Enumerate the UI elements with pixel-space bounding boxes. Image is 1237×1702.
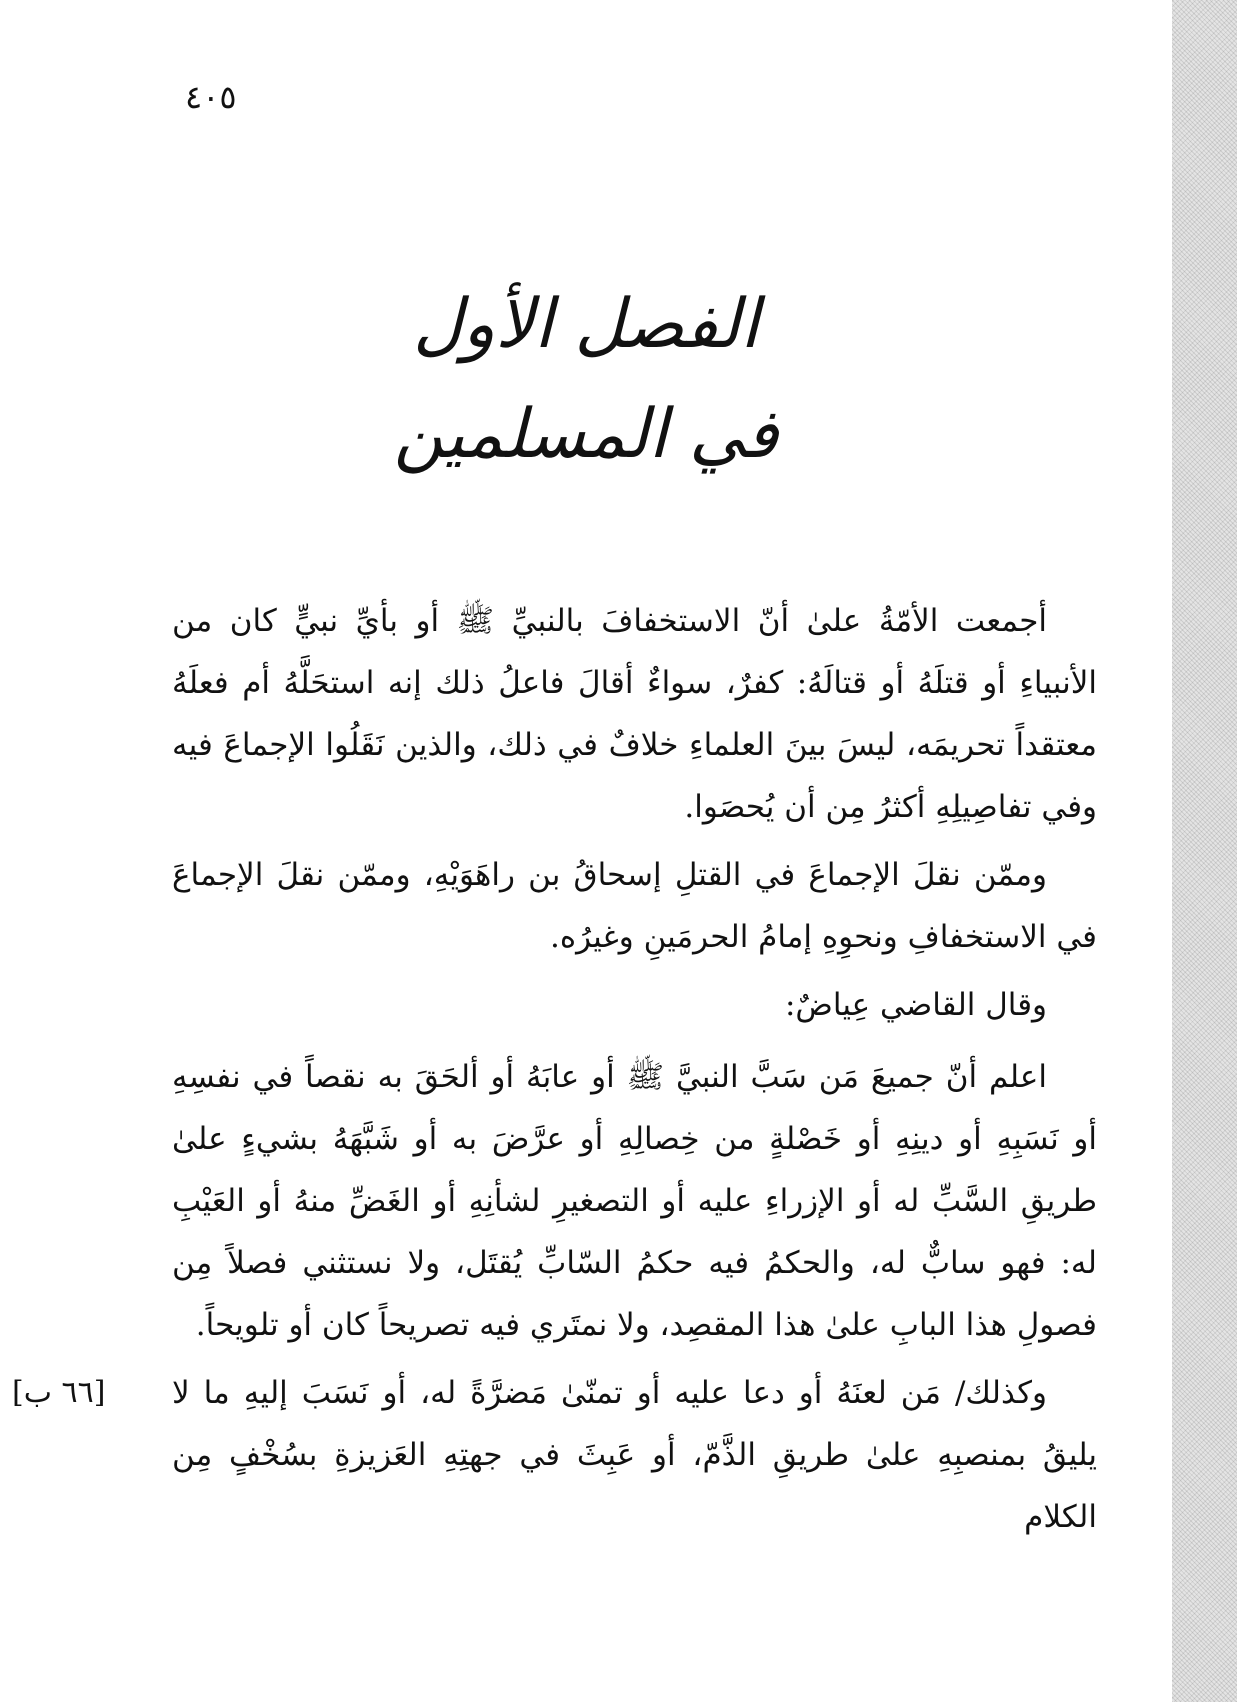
paragraph-3: اعلم أنّ جميعَ مَن سَبَّ النبيَّ ﷺ أو عابَهُ أو ألحَقَ به نقصاً في نفسِهِ أو نَسَبِهِ أو دينِهِ أو خَصْلةٍ من خِصالِهِ أو عرَّضَ به أو شَبَّهَهُ بشيءٍ علىٰ طريقِ السَّبِّ له أو الإزراءِ عليه أو التصغيرِ لشأنِهِ أو الغَضِّ منهُ أو العَيْبِ له: فهو سابٌّ له، والحكمُ فيه حكمُ السّابِّ يُقتَل، ولا نستثني فصلاً مِن فصولِ هذا البابِ علىٰ هذا المقصِد، ولا نمتَري فيه تصريحاً كان أو تلويحاً. — [172, 1059, 1097, 1343]
quote-intro: وقال القاضي عِياضٌ: — [784, 987, 1047, 1023]
main-text — [12, 590, 1097, 1554]
page-number: ٤٠٥ — [185, 78, 237, 116]
paragraph-2: وممّن نقلَ الإجماعَ في القتلِ إسحاقُ بن راهَوَيْهِ، وممّن نقلَ الإجماعَ في الاستخفافِ ونحوِهِ إمامُ الحرمَينِ وغيرُه. — [172, 857, 1097, 955]
chapter-heading — [0, 270, 1172, 490]
manuscript-folio-note: [٦٦ ب] — [12, 1375, 106, 1410]
chapter-subtitle: في المسلمين — [393, 395, 779, 474]
paragraph-4: وكذلك/ مَن لعنَهُ أو دعا عليه أو تمنّىٰ مَضرَّةً له، أو نَسَبَ إليهِ ما لا يليقُ بمنصبِهِ علىٰ طريقِ الذَّمّ، أو عَبِثَ في جهتِهِ العَزيزةِ بسُخْفٍ مِن الكلام — [172, 1375, 1097, 1535]
scanned-page-edge — [1172, 0, 1237, 1702]
paragraph-4-container — [12, 1362, 1097, 1548]
paragraph-1: أجمعت الأمّةُ علىٰ أنّ الاستخفافَ بالنبيِّ ﷺ أو بأيِّ نبيٍّ كان من الأنبياءِ أو قتلَهُ أو قتالَهُ: كفرٌ، سواءٌ أقالَ فاعلُ ذلك إنه استحَلَّهُ أم فعلَهُ معتقداً تحريمَه، ليسَ بينَ العلماءِ خلافٌ في ذلك، والذين نَقَلُوا الإجماعَ فيه وفي تفاصِيلِهِ أكثرُ مِن أن يُحصَوا. — [172, 603, 1097, 825]
chapter-title: الفصل الأول — [412, 285, 759, 364]
